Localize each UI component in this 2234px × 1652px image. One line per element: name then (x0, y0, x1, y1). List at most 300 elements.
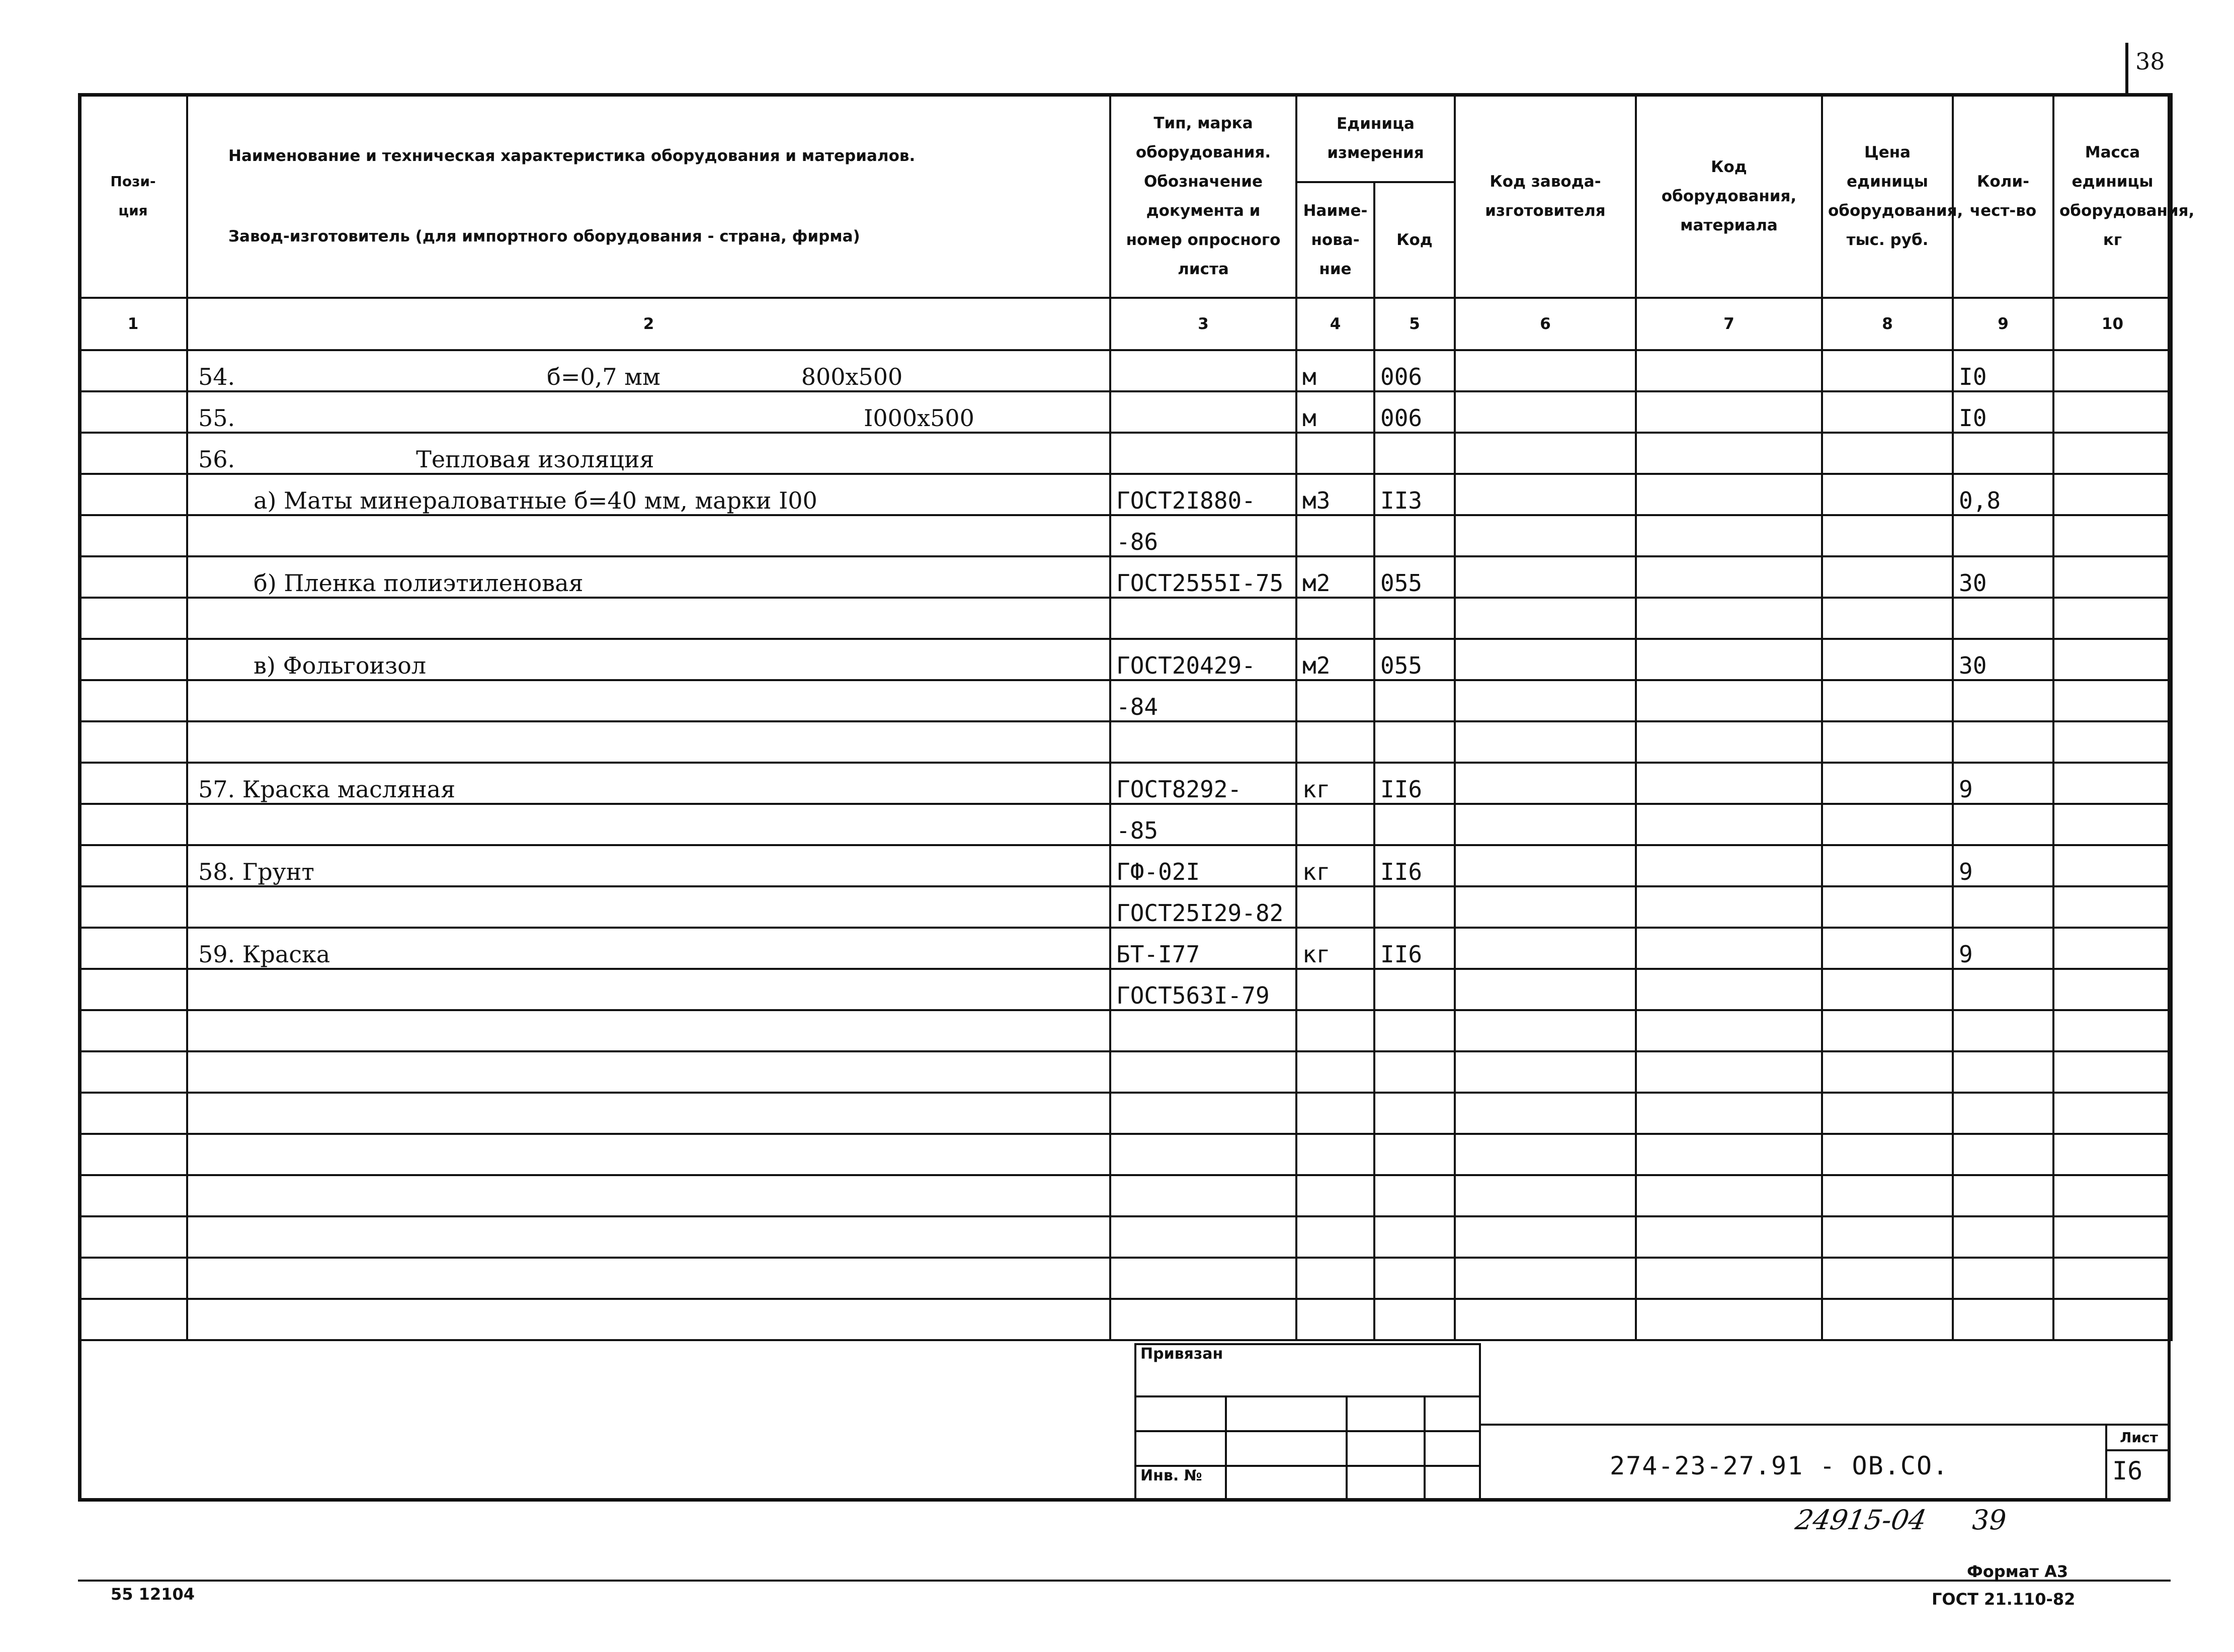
cell-unit (1296, 721, 1374, 763)
cell-empty (79, 886, 187, 928)
item-spec: б=0,7 мм (547, 363, 660, 390)
item-name: б) Пленка полиэтиленовая (254, 569, 584, 597)
cell-quantity (1953, 886, 2053, 928)
cell-quantity (1953, 515, 2053, 556)
column-number: 5 (1374, 298, 1455, 350)
cell-unit-code: II6 (1374, 845, 1455, 886)
cell-empty (1822, 1175, 1953, 1216)
cell-empty (1636, 845, 1822, 886)
format-label: Формат А3 (1967, 1562, 2068, 1581)
item-dims: 800x500 (801, 363, 903, 390)
cell-type (1110, 433, 1296, 474)
sheet-number-top: 38 (2135, 48, 2165, 75)
column-number: 3 (1110, 298, 1296, 350)
cell-name (187, 928, 1110, 969)
cell-empty (79, 928, 187, 969)
cell-unit: кг (1296, 928, 1374, 969)
cell-unit (1296, 680, 1374, 721)
cell-empty (79, 763, 187, 804)
cell-name (187, 680, 1110, 721)
cell-empty (2053, 1093, 2172, 1134)
cell-empty (1636, 763, 1822, 804)
cell-empty (79, 556, 187, 598)
item-spec: Тепловая изоляция (416, 446, 654, 473)
cell-empty (187, 1093, 1110, 1134)
cell-empty (1953, 1051, 2053, 1093)
cell-empty (2053, 1216, 2172, 1258)
header-row (79, 94, 2172, 182)
cell-quantity: 30 (1953, 556, 2053, 598)
cell-empty (79, 1051, 187, 1093)
cell-empty (79, 515, 187, 556)
cell-empty (1455, 1051, 1636, 1093)
cell-type: -84 (1110, 680, 1296, 721)
cell-empty (1636, 391, 1822, 433)
handwritten-note: 24915-04 (1793, 1504, 1929, 1536)
cell-empty (1455, 928, 1636, 969)
cell-empty (1296, 1010, 1374, 1051)
header-mass: Масса единицы оборудования, кг (2053, 94, 2172, 298)
cell-empty (2053, 1051, 2172, 1093)
cell-empty (1296, 1134, 1374, 1175)
cell-name (187, 639, 1110, 680)
cell-quantity (1953, 969, 2053, 1010)
cell-empty (1110, 1258, 1296, 1299)
cell-name (187, 598, 1110, 639)
table-row (79, 845, 2172, 886)
cell-empty (1953, 1093, 2053, 1134)
cell-empty (79, 1175, 187, 1216)
cell-name (187, 845, 1110, 886)
cell-empty (1455, 804, 1636, 845)
cell-empty (1455, 1010, 1636, 1051)
cell-unit (1296, 969, 1374, 1010)
cell-quantity (1953, 433, 2053, 474)
cell-empty (1455, 1258, 1636, 1299)
stamp-divider (1479, 1424, 2171, 1426)
cell-type: -85 (1110, 804, 1296, 845)
cell-empty (79, 1093, 187, 1134)
cell-empty (1636, 474, 1822, 515)
cell-empty (1822, 680, 1953, 721)
cell-empty (1455, 969, 1636, 1010)
footer-left-code: 55 12104 (111, 1585, 195, 1604)
footer-line (78, 1580, 2171, 1582)
cell-empty (1455, 350, 1636, 391)
cell-name (187, 515, 1110, 556)
cell-name (187, 474, 1110, 515)
cell-empty (187, 1051, 1110, 1093)
cell-empty (1636, 804, 1822, 845)
cell-unit-code: 006 (1374, 350, 1455, 391)
cell-empty (1822, 598, 1953, 639)
cell-unit-code: 055 (1374, 556, 1455, 598)
cell-empty (1822, 433, 1953, 474)
list-label: Лист (2107, 1424, 2171, 1451)
cell-empty (2053, 1010, 2172, 1051)
cell-empty (1636, 515, 1822, 556)
cell-empty (1822, 474, 1953, 515)
cell-empty (187, 1134, 1110, 1175)
cell-name (187, 886, 1110, 928)
table-row (79, 928, 2172, 969)
item-name: 59. Краска (198, 941, 330, 968)
table-row (79, 969, 2172, 1010)
cell-empty (1296, 1216, 1374, 1258)
cell-empty (1636, 1051, 1822, 1093)
cell-name (187, 804, 1110, 845)
header-price: Цена единицы оборудования, тыс. руб. (1822, 94, 1953, 298)
cell-empty (1822, 804, 1953, 845)
cell-empty (1374, 1216, 1455, 1258)
cell-empty (79, 845, 187, 886)
cell-empty (79, 721, 187, 763)
cell-name (187, 556, 1110, 598)
table-row (79, 1216, 2172, 1258)
cell-empty (1455, 1093, 1636, 1134)
cell-empty (1455, 639, 1636, 680)
column-number: 8 (1822, 298, 1953, 350)
cell-empty (1636, 886, 1822, 928)
cell-empty (79, 639, 187, 680)
cell-empty (79, 680, 187, 721)
item-name: 57. Краска масляная (198, 776, 456, 803)
cell-empty (1374, 1134, 1455, 1175)
cell-unit: м2 (1296, 639, 1374, 680)
cell-unit: кг (1296, 763, 1374, 804)
cell-empty (1953, 1258, 2053, 1299)
handwritten-page: 39 (1972, 1504, 2007, 1536)
cell-empty (1636, 680, 1822, 721)
table-row (79, 721, 2172, 763)
stamp-table (1134, 1343, 1481, 1502)
header-plant-code: Код завода-изготовителя (1455, 94, 1636, 298)
cell-unit-code: 006 (1374, 391, 1455, 433)
cell-name (187, 721, 1110, 763)
column-number: 1 (79, 298, 187, 350)
cell-unit (1296, 515, 1374, 556)
cell-empty (2053, 433, 2172, 474)
cell-type: ГОСТ20429- (1110, 639, 1296, 680)
table-row (79, 515, 2172, 556)
cell-unit-code: II6 (1374, 763, 1455, 804)
table-row (79, 763, 2172, 804)
cell-unit: м (1296, 350, 1374, 391)
cell-unit (1296, 598, 1374, 639)
cell-quantity (1953, 680, 2053, 721)
cell-empty (79, 804, 187, 845)
cell-empty (1822, 515, 1953, 556)
cell-unit-code: II6 (1374, 928, 1455, 969)
cell-empty (2053, 845, 2172, 886)
stamp-inv: Инв. № (1135, 1466, 1226, 1501)
cell-empty (1455, 1175, 1636, 1216)
cell-empty (1455, 1134, 1636, 1175)
header-name-line2: Завод-изготовитель (для импортного оборудования - страна, фирма) (228, 227, 860, 245)
cell-empty (1822, 1134, 1953, 1175)
header-position: Пози- ция (79, 94, 187, 298)
cell-type (1110, 391, 1296, 433)
cell-empty (2053, 1175, 2172, 1216)
column-numbers-row (79, 298, 2172, 350)
column-number: 2 (187, 298, 1110, 350)
cell-empty (79, 1134, 187, 1175)
cell-empty (2053, 391, 2172, 433)
cell-empty (1636, 1134, 1822, 1175)
cell-empty (2053, 804, 2172, 845)
stamp-bound: Привязан (1135, 1344, 1480, 1396)
cell-empty (1636, 1010, 1822, 1051)
cell-empty (1455, 680, 1636, 721)
cell-empty (1374, 1175, 1455, 1216)
cell-empty (2053, 515, 2172, 556)
cell-unit-code (1374, 886, 1455, 928)
cell-quantity: 0,8 (1953, 474, 2053, 515)
header-name (187, 94, 1110, 298)
document-code: 274-23-27.91 - ОВ.СО. (1610, 1451, 1949, 1480)
cell-empty (1455, 515, 1636, 556)
cell-empty (187, 1216, 1110, 1258)
cell-empty (1455, 763, 1636, 804)
cell-empty (187, 1175, 1110, 1216)
item-name: 56. (198, 446, 235, 473)
cell-empty (1455, 721, 1636, 763)
cell-empty (1822, 350, 1953, 391)
item-name: 55. (198, 404, 235, 432)
cell-empty (1455, 598, 1636, 639)
cell-quantity: 9 (1953, 928, 2053, 969)
cell-empty (1110, 1010, 1296, 1051)
cell-empty (1822, 928, 1953, 969)
cell-unit-code (1374, 969, 1455, 1010)
cell-empty (1822, 845, 1953, 886)
cell-empty (1636, 1216, 1822, 1258)
cell-empty (1953, 1216, 2053, 1258)
item-name: в) Фольгоизол (254, 652, 427, 679)
item-name: 58. Грунт (198, 858, 314, 885)
cell-unit: м (1296, 391, 1374, 433)
table-row (79, 474, 2172, 515)
cell-empty (1822, 886, 1953, 928)
cell-empty (187, 1010, 1110, 1051)
cell-quantity (1953, 721, 2053, 763)
cell-empty (1455, 1216, 1636, 1258)
cell-name (187, 969, 1110, 1010)
cell-empty (1636, 928, 1822, 969)
cell-unit: кг (1296, 845, 1374, 886)
cell-empty (2053, 1258, 2172, 1299)
cell-empty (1374, 1010, 1455, 1051)
cell-empty (1455, 886, 1636, 928)
table-row (79, 433, 2172, 474)
header-quantity: Коли-чест-во (1953, 94, 2053, 298)
cell-empty (1636, 969, 1822, 1010)
cell-unit-code (1374, 680, 1455, 721)
cell-empty (79, 1010, 187, 1051)
cell-empty (1822, 556, 1953, 598)
cell-empty (1822, 721, 1953, 763)
cell-empty (79, 433, 187, 474)
table-row (79, 1134, 2172, 1175)
cell-unit-code (1374, 598, 1455, 639)
cell-unit-code (1374, 515, 1455, 556)
column-number: 6 (1455, 298, 1636, 350)
cell-unit-code: II3 (1374, 474, 1455, 515)
cell-empty (187, 1258, 1110, 1299)
cell-empty (1296, 1051, 1374, 1093)
cell-empty (2053, 886, 2172, 928)
cell-type: ГОСТ2555I-75 (1110, 556, 1296, 598)
cell-name (187, 350, 1110, 391)
cell-empty (1455, 474, 1636, 515)
column-number: 7 (1636, 298, 1822, 350)
cell-unit: м2 (1296, 556, 1374, 598)
cell-empty (1953, 1134, 2053, 1175)
specification-table (78, 93, 2195, 1341)
cell-empty (1110, 1051, 1296, 1093)
column-number: 4 (1296, 298, 1374, 350)
header-unit-name: Наиме-нова-ние (1296, 182, 1374, 298)
cell-empty (1374, 1093, 1455, 1134)
cell-empty (1822, 1258, 1953, 1299)
cell-quantity: 9 (1953, 763, 2053, 804)
cell-empty (1953, 1010, 2053, 1051)
cell-empty (1455, 391, 1636, 433)
table-row (79, 680, 2172, 721)
item-dims: I000x500 (864, 404, 974, 432)
header-name-line1: Наименование и техническая характеристика оборудования и материалов. (228, 146, 916, 165)
cell-empty (79, 350, 187, 391)
cell-empty (1636, 1093, 1822, 1134)
list-value: I6 (2112, 1456, 2143, 1485)
cell-type (1110, 350, 1296, 391)
cell-empty (2053, 721, 2172, 763)
table-row (79, 1051, 2172, 1093)
cell-empty (79, 474, 187, 515)
column-number: 9 (1953, 298, 2053, 350)
cell-unit (1296, 433, 1374, 474)
cell-empty (1822, 969, 1953, 1010)
sheet-number-bar (2125, 43, 2128, 93)
cell-empty (1374, 1051, 1455, 1093)
item-name: 54. (198, 363, 235, 390)
cell-empty (1636, 433, 1822, 474)
table-row (79, 1258, 2172, 1299)
table-row (79, 639, 2172, 680)
cell-type (1110, 598, 1296, 639)
table-row (79, 350, 2172, 391)
cell-empty (2053, 350, 2172, 391)
cell-quantity (1953, 598, 2053, 639)
table-row (79, 1010, 2172, 1051)
cell-empty (2053, 763, 2172, 804)
cell-empty (1110, 1134, 1296, 1175)
cell-empty (1110, 1175, 1296, 1216)
cell-quantity: I0 (1953, 391, 2053, 433)
cell-empty (1455, 556, 1636, 598)
header-unit-code: Код (1374, 182, 1455, 298)
cell-unit (1296, 804, 1374, 845)
cell-quantity: I0 (1953, 350, 2053, 391)
cell-empty (79, 969, 187, 1010)
header-type: Тип, марка оборудования. Обозначение документа и номер опросного листа (1110, 94, 1296, 298)
cell-type: ГФ-02I (1110, 845, 1296, 886)
cell-unit-code (1374, 721, 1455, 763)
cell-empty (79, 1216, 187, 1258)
cell-empty (1296, 1258, 1374, 1299)
cell-empty (2053, 556, 2172, 598)
cell-empty (1455, 845, 1636, 886)
cell-name (187, 391, 1110, 433)
cell-type: ГОСТ563I-79 (1110, 969, 1296, 1010)
cell-empty (1822, 1216, 1953, 1258)
header-equipment-code: Код оборудования, материала (1636, 94, 1822, 298)
cell-empty (1296, 1093, 1374, 1134)
cell-empty (1374, 1258, 1455, 1299)
cell-type: -86 (1110, 515, 1296, 556)
cell-empty (1822, 763, 1953, 804)
header-unit-group: Единица измерения (1296, 94, 1455, 182)
item-name: а) Маты минераловатные б=40 мм, марки I00 (254, 487, 817, 514)
cell-empty (1636, 721, 1822, 763)
cell-unit-code (1374, 433, 1455, 474)
cell-type: ГОСТ2I880- (1110, 474, 1296, 515)
cell-type: ГОСТ8292- (1110, 763, 1296, 804)
cell-empty (2053, 969, 2172, 1010)
cell-empty (1822, 1093, 1953, 1134)
cell-empty (2053, 598, 2172, 639)
cell-empty (1636, 350, 1822, 391)
list-box (2105, 1424, 2171, 1502)
cell-unit-code (1374, 804, 1455, 845)
cell-empty (2053, 680, 2172, 721)
table-row (79, 1093, 2172, 1134)
cell-empty (1296, 1175, 1374, 1216)
cell-unit: м3 (1296, 474, 1374, 515)
cell-empty (1822, 1010, 1953, 1051)
cell-empty (79, 391, 187, 433)
cell-type: ГОСТ25I29-82 (1110, 886, 1296, 928)
cell-empty (1636, 556, 1822, 598)
cell-type: БТ-I77 (1110, 928, 1296, 969)
cell-empty (1822, 639, 1953, 680)
cell-quantity: 30 (1953, 639, 2053, 680)
cell-empty (1110, 1216, 1296, 1258)
cell-quantity: 9 (1953, 845, 2053, 886)
cell-empty (1953, 1175, 2053, 1216)
table-row (79, 598, 2172, 639)
cell-empty (2053, 474, 2172, 515)
table-row (79, 556, 2172, 598)
table-row (79, 391, 2172, 433)
cell-empty (1636, 598, 1822, 639)
cell-unit-code: 055 (1374, 639, 1455, 680)
cell-name (187, 763, 1110, 804)
cell-empty (2053, 1134, 2172, 1175)
column-number: 10 (2053, 298, 2172, 350)
table-row (79, 886, 2172, 928)
cell-type (1110, 721, 1296, 763)
cell-empty (1822, 391, 1953, 433)
table-body (79, 350, 2172, 1340)
cell-empty (1636, 639, 1822, 680)
cell-empty (2053, 928, 2172, 969)
cell-empty (1822, 1051, 1953, 1093)
cell-empty (1636, 1258, 1822, 1299)
cell-empty (2053, 639, 2172, 680)
cell-unit (1296, 886, 1374, 928)
cell-empty (79, 598, 187, 639)
